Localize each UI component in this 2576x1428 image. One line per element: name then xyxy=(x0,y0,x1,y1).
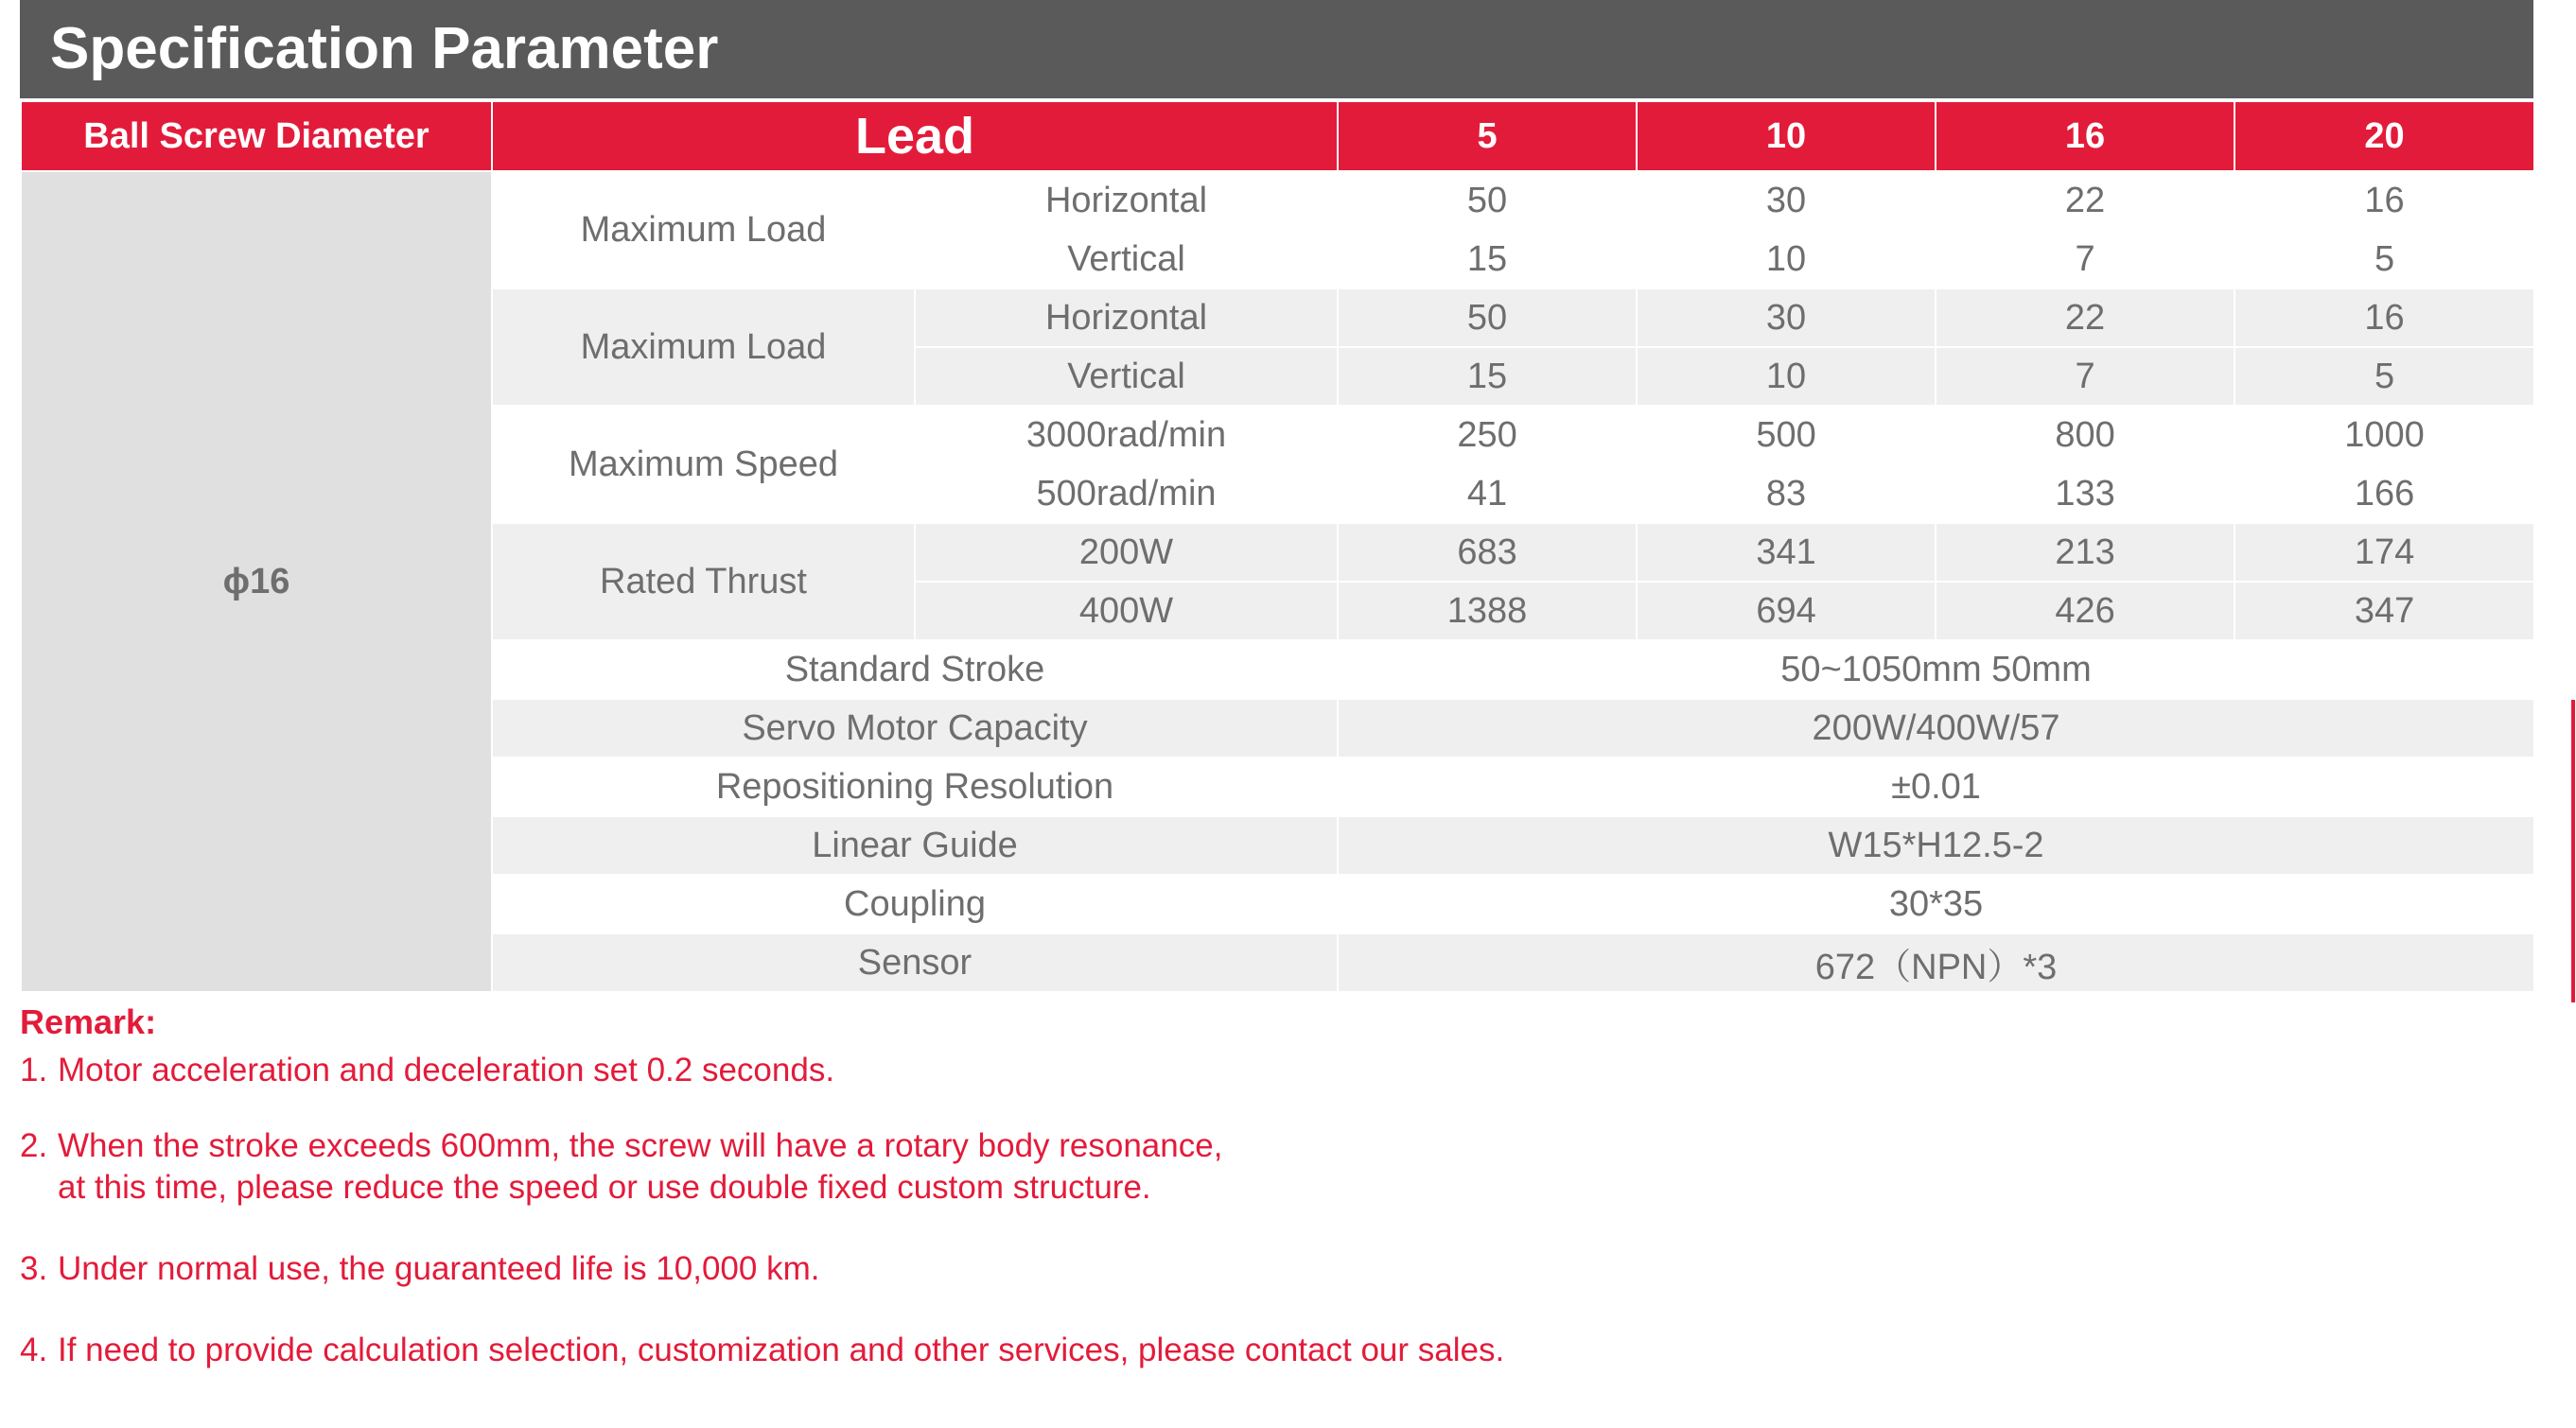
remark-text xyxy=(58,1125,1222,1209)
value-cell: 30 xyxy=(1637,288,1936,347)
remark-line: Motor acceleration and deceleration set 0.2 seconds. xyxy=(58,1052,835,1088)
value-cell: 10 xyxy=(1637,230,1936,288)
page-title: Specification Parameter xyxy=(20,0,2533,98)
spec-label: Coupling xyxy=(492,875,1338,933)
diameter-header: Ball Screw Diameter xyxy=(21,101,492,171)
spec-value: 672（NPN）*3 xyxy=(1338,933,2534,992)
value-cell: 5 xyxy=(2234,347,2534,406)
value-cell: 41 xyxy=(1338,464,1637,523)
remark-text xyxy=(58,1050,834,1091)
remark-number: 1. xyxy=(20,1052,48,1088)
table-header-row xyxy=(21,101,2534,171)
value-cell: 1000 xyxy=(2234,406,2534,464)
value-cell: 694 xyxy=(1637,582,1936,640)
spec-value: 30*35 xyxy=(1338,875,2534,933)
value-cell: 341 xyxy=(1637,523,1936,582)
lead-5-header: 5 xyxy=(1338,101,1637,171)
value-cell: 83 xyxy=(1637,464,1936,523)
param-group-label: Rated Thrust xyxy=(492,523,915,640)
value-cell: 30 xyxy=(1637,171,1936,230)
remark-line: When the stroke exceeds 600mm, the screw will have a rotary body resonance, xyxy=(58,1127,1223,1164)
lead-20-header: 20 xyxy=(2234,101,2534,171)
value-cell: 683 xyxy=(1338,523,1637,582)
value-cell: 1388 xyxy=(1338,582,1637,640)
remark-title: Remark: xyxy=(20,1002,157,1041)
remark-item xyxy=(20,1125,1222,1209)
remark-number: 2. xyxy=(20,1127,48,1164)
value-cell: 5 xyxy=(2234,230,2534,288)
condition-cell: 500rad/min xyxy=(915,464,1338,523)
lead-10-header: 10 xyxy=(1637,101,1936,171)
remark-item xyxy=(20,1248,819,1290)
param-group-label: Maximum Load xyxy=(492,171,915,288)
remark-line: Under normal use, the guaranteed life is 10,000 km. xyxy=(58,1250,820,1287)
spec-value: ±0.01 xyxy=(1338,758,2534,816)
spec-label: Repositioning Resolution xyxy=(492,758,1338,816)
value-cell: 22 xyxy=(1936,288,2234,347)
condition-cell: Horizontal xyxy=(915,171,1338,230)
value-cell: 50 xyxy=(1338,288,1637,347)
spec-label: Linear Guide xyxy=(492,816,1338,875)
value-cell: 500 xyxy=(1637,406,1936,464)
value-cell: 15 xyxy=(1338,347,1637,406)
spec-value: W15*H12.5-2 xyxy=(1338,816,2534,875)
remark-text xyxy=(58,1248,819,1290)
remark-line: at this time, please reduce the speed or use double fixed custom structure. xyxy=(58,1169,1151,1206)
param-group-label: Maximum Load xyxy=(492,288,915,406)
spec-value: 200W/400W/57 xyxy=(1338,699,2534,758)
remark-line: If need to provide calculation selection, customization and other services, please contact our sales. xyxy=(58,1332,1505,1368)
spec-table xyxy=(20,100,2535,993)
value-cell: 10 xyxy=(1637,347,1936,406)
value-cell: 166 xyxy=(2234,464,2534,523)
spec-value: 50~1050mm 50mm xyxy=(1338,640,2534,699)
value-cell: 426 xyxy=(1936,582,2234,640)
condition-cell: 200W xyxy=(915,523,1338,582)
value-cell: 250 xyxy=(1338,406,1637,464)
condition-cell: Horizontal xyxy=(915,288,1338,347)
remark-number: 4. xyxy=(20,1332,48,1368)
remark-text xyxy=(58,1330,1504,1371)
condition-cell: Vertical xyxy=(915,230,1338,288)
remark-number: 3. xyxy=(20,1250,48,1287)
condition-cell: Vertical xyxy=(915,347,1338,406)
value-cell: 7 xyxy=(1936,347,2234,406)
value-cell: 213 xyxy=(1936,523,2234,582)
value-cell: 174 xyxy=(2234,523,2534,582)
value-cell: 16 xyxy=(2234,288,2534,347)
param-group-label: Maximum Speed xyxy=(492,406,915,523)
value-cell: 347 xyxy=(2234,582,2534,640)
condition-cell: 400W xyxy=(915,582,1338,640)
spec-label: Servo Motor Capacity xyxy=(492,699,1338,758)
condition-cell: 3000rad/min xyxy=(915,406,1338,464)
value-cell: 133 xyxy=(1936,464,2234,523)
edge-accent-line xyxy=(2571,700,2575,1002)
spec-label: Standard Stroke xyxy=(492,640,1338,699)
spec-label: Sensor xyxy=(492,933,1338,992)
lead-16-header: 16 xyxy=(1936,101,2234,171)
value-cell: 15 xyxy=(1338,230,1637,288)
value-cell: 16 xyxy=(2234,171,2534,230)
value-cell: 22 xyxy=(1936,171,2234,230)
value-cell: 50 xyxy=(1338,171,1637,230)
lead-header: Lead xyxy=(492,101,1338,171)
remark-item xyxy=(20,1050,834,1091)
value-cell: 7 xyxy=(1936,230,2234,288)
table-row xyxy=(21,171,2534,230)
remark-item xyxy=(20,1330,1504,1371)
value-cell: 800 xyxy=(1936,406,2234,464)
diameter-cell: ϕ16 xyxy=(21,171,492,992)
